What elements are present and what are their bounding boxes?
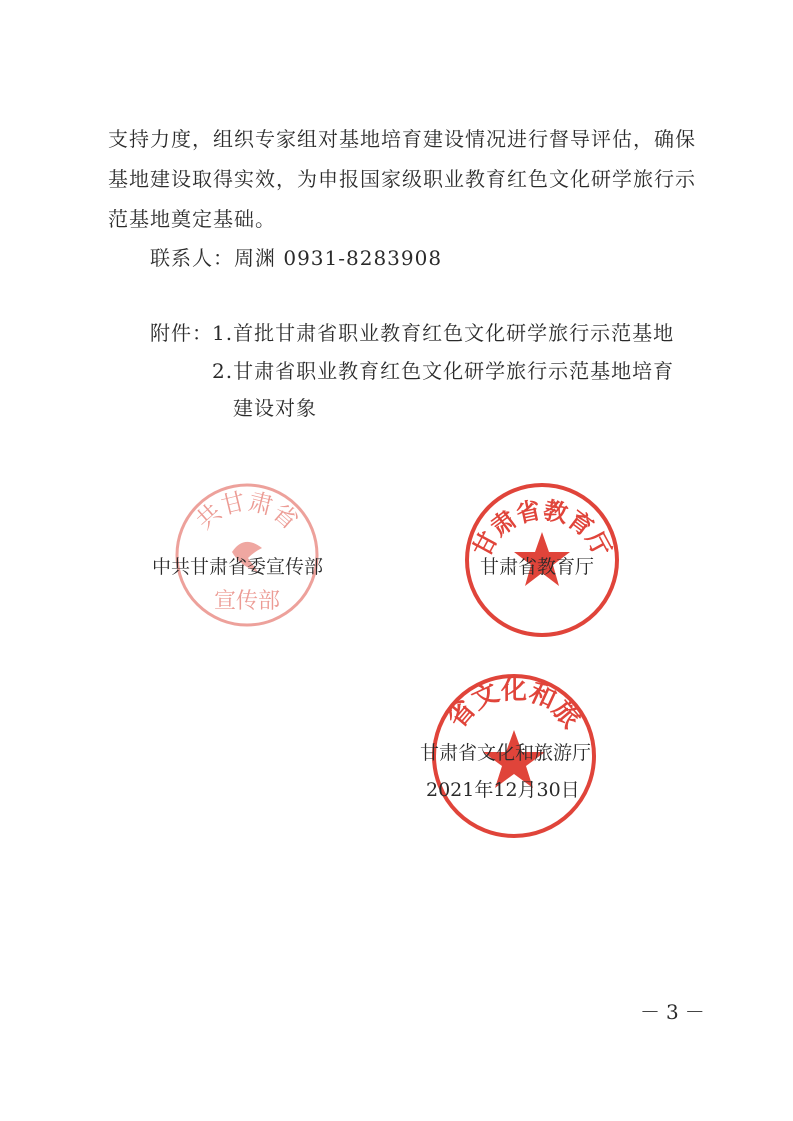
seal-2-ring-text: 甘肃省教育厅 bbox=[466, 495, 618, 562]
body-paragraph-line-3: 范基地奠定基础。 bbox=[108, 207, 276, 231]
attachment-item-2-line-2: 建设对象 bbox=[233, 396, 317, 420]
page-number: －3－ bbox=[640, 1000, 711, 1024]
signature-date: 2021年12月30日 bbox=[426, 779, 580, 801]
contact-line: 联系人：周渊 0931-8283908 bbox=[150, 246, 443, 270]
seal-3-ring-text: 省文化和旅 bbox=[442, 675, 586, 735]
signature-org-education: 甘肃省教育厅 bbox=[480, 556, 595, 578]
body-paragraph-line-2: 基地建设取得实效，为申报国家级职业教育红色文化研学旅行示 bbox=[108, 167, 696, 191]
svg-text:省文化和旅 bbox=[442, 675, 586, 734]
signature-org-publicity: 中共甘肃省委宣传部 bbox=[152, 556, 324, 578]
seal-1-top-text: 共甘肃省 bbox=[190, 487, 304, 535]
body-paragraph-line-1: 支持力度，组织专家组对基地培育建设情况进行督导评估，确保 bbox=[108, 127, 696, 151]
attachment-item-2-line-1: 2.甘肃省职业教育红色文化研学旅行示范基地培育 bbox=[212, 359, 675, 383]
attachment-item-1: 1.首批甘肃省职业教育红色文化研学旅行示范基地 bbox=[212, 321, 675, 345]
svg-text:共甘肃省 bbox=[190, 487, 303, 535]
seal-1-bottom-text: 宣传部 bbox=[213, 589, 281, 614]
publicity-department-seal bbox=[172, 480, 322, 630]
attachment-label: 附件： bbox=[150, 321, 213, 345]
signature-org-culture-tourism: 甘肃省文化和旅游厅 bbox=[420, 742, 592, 764]
